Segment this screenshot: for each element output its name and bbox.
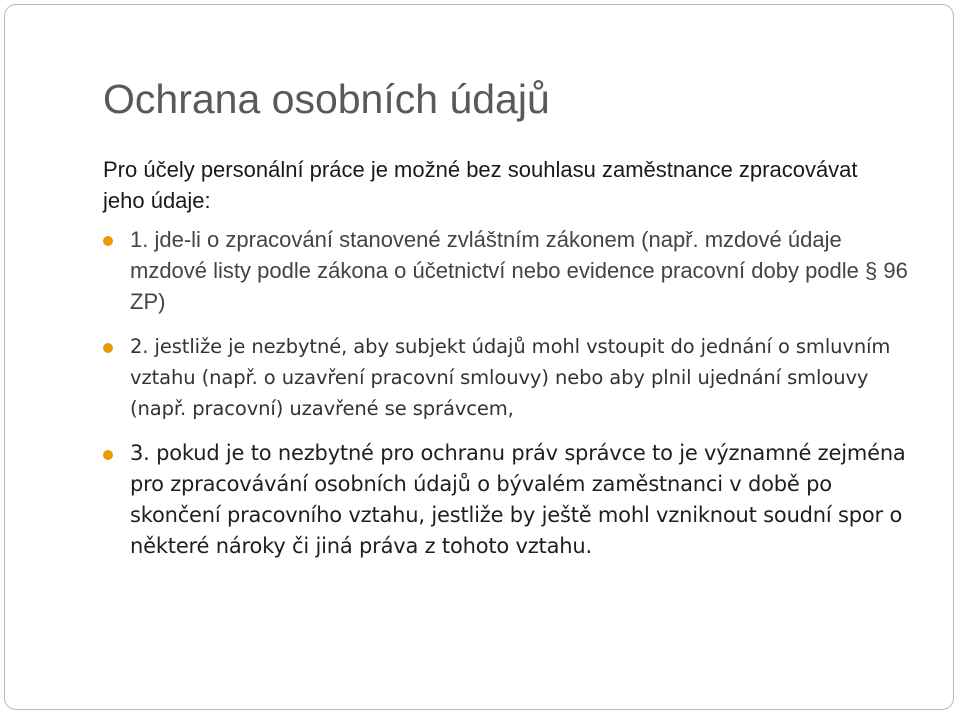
bullet-dot-icon <box>103 450 113 460</box>
list-item-text: 3. pokud je to nezbytné pro ochranu práv správce to je významné zejména pro zpracovávání osobních údajů o bývalém zaměstnanci v době po skončení pracovního vztahu, jestliže by ještě mohl vzniknout soudní spor o některé nároky či jiná práva z tohoto vztahu. <box>130 441 906 558</box>
bullet-dot-icon <box>103 343 113 353</box>
list-item-text: 1. jde-li o zpracování stanovené zvláštním zákonem (např. mzdové údaje mzdové listy podle zákona o účetnictví nebo evidence pracovní doby podle § 96 ZP) <box>130 227 908 314</box>
list-item <box>103 224 913 317</box>
intro-text: Pro účely personální práce je možné bez souhlasu zaměstnance zpracovávat jeho údaje: <box>103 157 858 213</box>
bullet-list <box>103 224 913 562</box>
list-item <box>103 438 913 562</box>
slide-content <box>103 154 913 576</box>
bullet-dot-icon <box>103 236 113 246</box>
slide-title: Ochrana osobních údajů <box>103 76 550 122</box>
list-item <box>103 331 913 424</box>
list-item-text: 2. jestliže je nezbytné, aby subjekt údajů mohl vstoupit do jednání o smluvním vztahu (např. o uzavření pracovní smlouvy) nebo aby plnil ujednání smlouvy (např. pracovní) uzavřené se správcem, <box>130 335 891 420</box>
